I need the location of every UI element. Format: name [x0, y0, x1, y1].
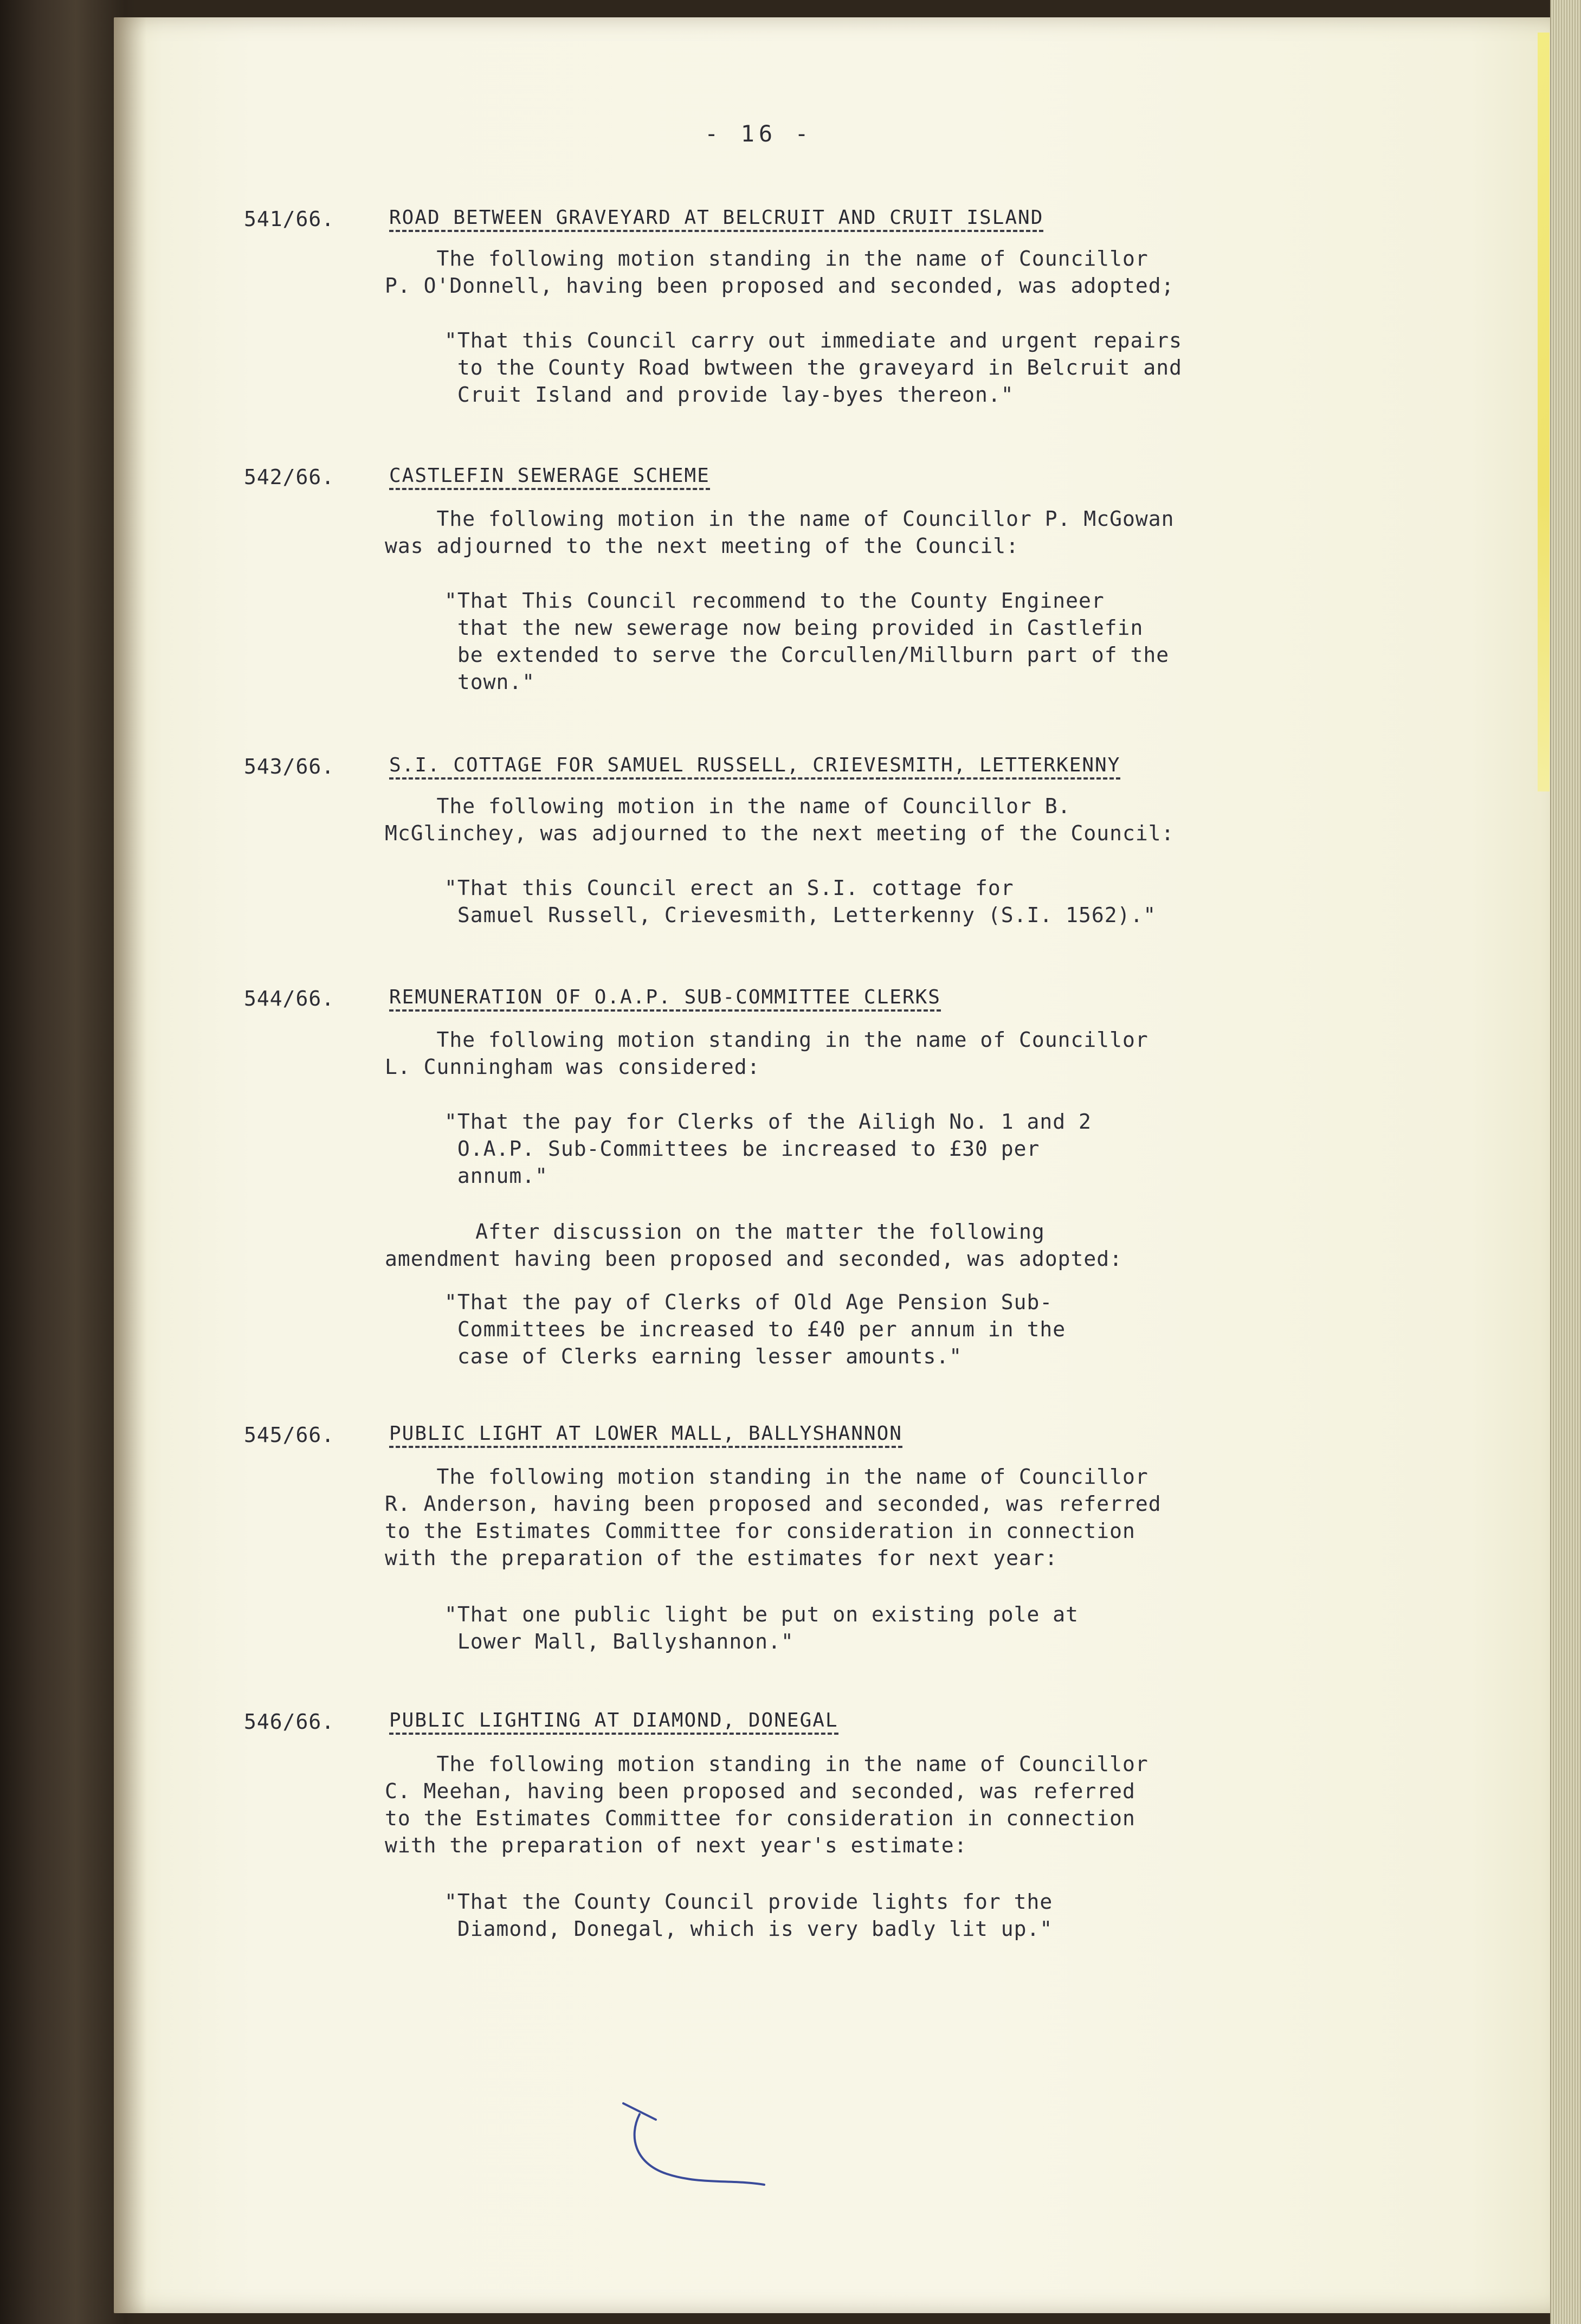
item-heading: ROAD BETWEEN GRAVEYARD AT BELCRUIT AND CRUIT ISLAND: [389, 207, 1043, 232]
amendment-quote: "That the pay of Clerks of Old Age Pension Sub- Committees be increased to £40 per annum in the case of Clerks earning lesser amounts.": [444, 1290, 1066, 1368]
item-number: 542/66.: [244, 465, 335, 489]
item-heading: PUBLIC LIGHT AT LOWER MALL, BALLYSHANNON: [389, 1423, 902, 1448]
item-number: 543/66.: [244, 755, 335, 778]
page-number: - 16 -: [705, 120, 813, 147]
motion-quote: "That the pay for Clerks of the Ailigh No. 1 and 2 O.A.P. Sub-Committees be increased to £30 per annum.": [444, 1110, 1092, 1188]
amendment-paragraph: After discussion on the matter the following amendment having been proposed and seconded, was adopted:: [385, 1220, 1123, 1271]
item-heading: S.I. COTTAGE FOR SAMUEL RUSSELL, CRIEVESMITH, LETTERKENNY: [389, 755, 1120, 780]
yellow-marker-tab: [1538, 33, 1550, 791]
motion-paragraph: The following motion in the name of Councillor P. McGowan was adjourned to the next meeting of the Council:: [385, 507, 1175, 558]
motion-paragraph: The following motion standing in the name of Councillor L. Cunningham was considered:: [385, 1028, 1148, 1079]
motion-quote: "That the County Council provide lights for the Diamond, Donegal, which is very badly lit up.": [444, 1890, 1053, 1941]
motion-quote: "That this Council erect an S.I. cottage for Samuel Russell, Crievesmith, Letterkenny (S.I. 1562).": [444, 876, 1157, 927]
item-number: 546/66.: [244, 1710, 335, 1734]
motion-quote: "That This Council recommend to the County Engineer that the new sewerage now being provided in Castlefin be extended to serve the Corcullen/Millburn part of the town.": [444, 589, 1170, 694]
item-heading: PUBLIC LIGHTING AT DIAMOND, DONEGAL: [389, 1710, 838, 1735]
item-number: 541/66.: [244, 207, 335, 231]
motion-quote: "That one public light be put on existing pole at Lower Mall, Ballyshannon.": [444, 1602, 1079, 1653]
motion-quote: "That this Council carry out immediate and urgent repairs to the County Road bwtween the graveyard in Belcruit and Cruit Island and provide lay-byes thereon.": [444, 329, 1183, 407]
binding-gutter-shadow: [114, 17, 146, 2313]
item-number: 545/66.: [244, 1423, 335, 1447]
page-edge-stack: [1550, 0, 1581, 2324]
motion-paragraph: The following motion in the name of Councillor B. McGlinchey, was adjourned to the next meeting of the Council:: [385, 794, 1175, 845]
item-heading: REMUNERATION OF O.A.P. SUB-COMMITTEE CLERKS: [389, 987, 941, 1012]
motion-paragraph: The following motion standing in the name of Councillor C. Meehan, having been proposed and seconded, was referred to the Estimates Committee for consideration in connection with the preparation of next year's estimate:: [385, 1752, 1148, 1857]
item-heading: CASTLEFIN SEWERAGE SCHEME: [389, 465, 710, 490]
pen-mark: [618, 2093, 780, 2201]
motion-paragraph: The following motion standing in the name of Councillor P. O'Donnell, having been proposed and seconded, was adopted;: [385, 247, 1175, 298]
motion-paragraph: The following motion standing in the name of Councillor R. Anderson, having been proposed and seconded, was referred to the Estimates Committee for consideration in connection with the preparation of the estimates for next year:: [385, 1465, 1161, 1570]
item-number: 544/66.: [244, 987, 335, 1010]
